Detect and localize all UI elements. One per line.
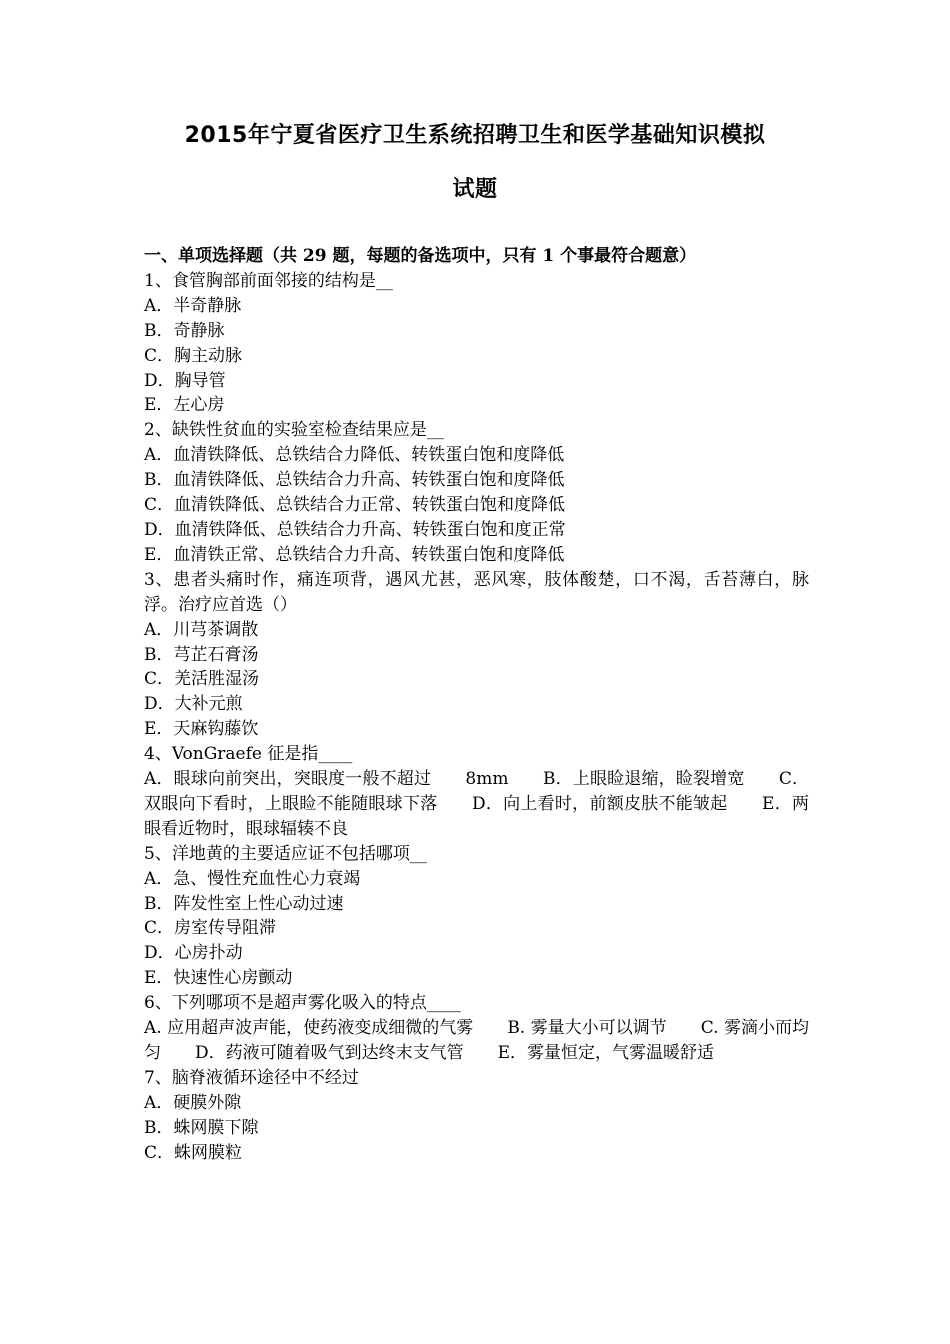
option-3b: B．芎芷石膏汤 — [144, 644, 259, 665]
option-1a: A．半奇静脉 — [144, 295, 242, 316]
option-7c: C．蛛网膜粒 — [144, 1142, 243, 1163]
question-5: 5、洋地黄的主要适应证不包括哪项__ — [144, 843, 427, 864]
document-title: 2015年宁夏省医疗卫生系统招聘卫生和医学基础知识模拟 — [184, 123, 766, 148]
question-3: 3、患者头痛时作，痛连项背，遇风尤甚，恶风寒，肢体酸楚，口不渴，舌苔薄白，脉浮。治疗应首选（） — [144, 569, 809, 615]
options-4: A．眼球向前突出，突眼度一般不超过 8mm B．上眼睑退缩，睑裂增宽 C．双眼向下看时，上眼睑不能随眼球下落 D．向上看时，前额皮肤不能皱起 E．两眼看近物时，眼球辐辏不良 — [144, 769, 809, 839]
option-2c: C．血清铁降低、总铁结合力正常、转铁蛋白饱和度降低 — [144, 495, 566, 516]
option-5d: D．心房扑动 — [144, 943, 243, 964]
option-2e: E．血清铁正常、总铁结合力升高、转铁蛋白饱和度降低 — [144, 544, 565, 565]
option-2a: A．血清铁降低、总铁结合力降低、转铁蛋白饱和度降低 — [144, 445, 565, 466]
options-6: A. 应用超声波声能，使药液变成细微的气雾 B. 雾量大小可以调节 C. 雾滴小而均匀 D．药液可随着吸气到达终末支气管 E．雾量恒定，气雾温暖舒适 — [144, 1018, 809, 1063]
option-7b: B．蛛网膜下隙 — [144, 1117, 259, 1138]
option-5b: B．阵发性室上性心动过速 — [144, 893, 344, 914]
option-1e: E．左心房 — [144, 395, 225, 416]
option-3c: C．羌活胜湿汤 — [144, 669, 260, 690]
question-list — [144, 244, 809, 1166]
option-3a: A．川芎茶调散 — [144, 619, 259, 640]
option-2d: D．血清铁降低、总铁结合力升高、转铁蛋白饱和度正常 — [144, 519, 566, 540]
section-heading: 一、单项选择题（共 29 题，每题的备选项中，只有 1 个事最符合题意） — [144, 246, 697, 266]
option-1b: B．奇静脉 — [144, 320, 225, 341]
question-7: 7、脑脊液循环途径中不经过 — [144, 1067, 359, 1088]
question-4: 4、VonGraefe 征是指____ — [144, 744, 353, 765]
option-1c: C．胸主动脉 — [144, 345, 243, 366]
option-2b: B．血清铁降低、总铁结合力升高、转铁蛋白饱和度降低 — [144, 470, 565, 491]
option-1d: D．胸导管 — [144, 370, 226, 391]
question-1: 1、食管胸部前面邻接的结构是__ — [144, 270, 393, 291]
option-3e: E．天麻钩藤饮 — [144, 719, 259, 740]
option-5a: A．急、慢性充血性心力衰竭 — [144, 868, 361, 889]
question-2: 2、缺铁性贫血的实验室检查结果应是__ — [144, 420, 444, 441]
question-6: 6、下列哪项不是超声雾化吸入的特点____ — [144, 993, 461, 1014]
option-3d: D．大补元煎 — [144, 694, 243, 715]
option-5e: E．快速性心房颤动 — [144, 968, 293, 989]
option-5c: C．房室传导阻滞 — [144, 918, 277, 939]
option-7a: A．硬膜外隙 — [144, 1092, 242, 1113]
document-title-continued: 试题 — [452, 177, 498, 202]
